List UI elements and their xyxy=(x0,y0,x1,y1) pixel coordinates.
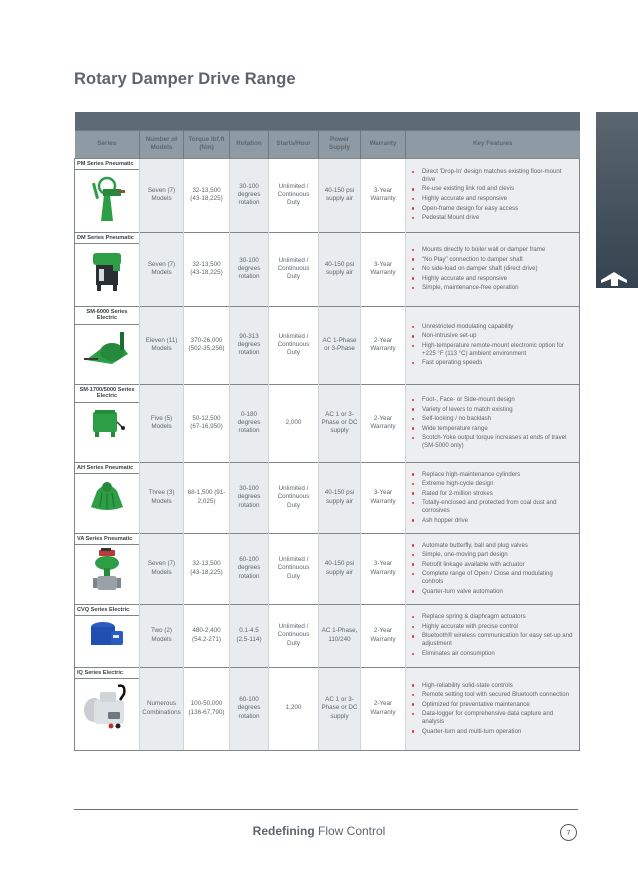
torque-cell: 370-26,000 (502-35,256) xyxy=(184,306,230,384)
column-header-series: Series xyxy=(75,130,140,158)
feature-item: Remote setting tool with secured Bluetooth connection xyxy=(410,691,575,699)
starts-cell: Unlimited / Continuous Duty xyxy=(269,604,319,667)
feature-item: Automate butterfly, ball and plug valves xyxy=(410,542,575,550)
series-name: AH Series Pneumatic xyxy=(75,463,139,475)
rotation-cell: 30-100 degrees rotation xyxy=(230,462,269,533)
feature-item: Re-use existing link rod and clevis xyxy=(410,185,575,193)
feature-item: Rated for 2-million strokes xyxy=(410,490,575,498)
column-header-torque: Torque lbf.ft (Nm) xyxy=(184,130,230,158)
rotary-damper-drive-table xyxy=(74,112,580,751)
table-row xyxy=(75,533,580,604)
feature-item: Bluetooth® wireless communication for easy set-up and adjustment xyxy=(410,632,575,648)
table-row xyxy=(75,232,580,306)
page-number: 7 xyxy=(560,824,577,841)
series-cell xyxy=(75,232,140,306)
feature-item: Simple, one-moving part design xyxy=(410,551,575,559)
features-cell xyxy=(406,306,580,384)
column-header-power: Power Supply xyxy=(319,130,361,158)
series-name: SM-1700/5000 Series Electric xyxy=(75,385,139,404)
torque-cell: 32-13,500 (43-18,225) xyxy=(184,533,230,604)
table-row xyxy=(75,158,580,232)
feature-item: High-temperature remote-mount electronic option for +225 °F (113 °C) ambient environment xyxy=(410,342,575,358)
table-row xyxy=(75,462,580,533)
models-cell: Eleven (11) Models xyxy=(140,306,184,384)
series-cell xyxy=(75,384,140,462)
series-cell xyxy=(75,667,140,750)
starts-cell: Unlimited / Continuous Duty xyxy=(269,462,319,533)
series-cell xyxy=(75,306,140,384)
feature-item: Eliminates air consumption xyxy=(410,650,575,658)
features-cell xyxy=(406,604,580,667)
up-arrow-icon xyxy=(601,270,627,286)
starts-cell: 1,200 xyxy=(269,667,319,750)
table-row xyxy=(75,306,580,384)
table-row xyxy=(75,384,580,462)
series-name: IQ Series Electric xyxy=(75,668,139,680)
rotation-cell: 30-100 degrees rotation xyxy=(230,158,269,232)
starts-cell: Unlimited / Continuous Duty xyxy=(269,306,319,384)
power-cell: AC 1 or 3-Phase or DC supply xyxy=(319,667,361,750)
feature-item: Variety of levers to match existing xyxy=(410,406,575,414)
feature-item: Retrofit linkage available with actuator xyxy=(410,561,575,569)
power-cell: AC 1-Phase or 3-Phase xyxy=(319,306,361,384)
torque-cell: 480-2,400 (54.2-271) xyxy=(184,604,230,667)
table-row xyxy=(75,604,580,667)
power-cell: 40-150 psi supply air xyxy=(319,232,361,306)
torque-cell: 68-1,500 (91-2,025) xyxy=(184,462,230,533)
series-name: CVQ Series Electric xyxy=(75,605,139,617)
warranty-cell: 2-Year Warranty xyxy=(361,306,406,384)
features-cell xyxy=(406,384,580,462)
feature-item: Foot-, Face- or Side-mount design xyxy=(410,396,575,404)
features-cell xyxy=(406,462,580,533)
tagline-bold: Redefining xyxy=(252,824,315,838)
series-name: SM-6000 Series Electric xyxy=(75,307,139,326)
power-cell: 40-150 psi supply air xyxy=(319,462,361,533)
column-header-rotation: Rotation xyxy=(230,130,269,158)
feature-item: Ash hopper drive xyxy=(410,517,575,525)
footer-divider xyxy=(74,809,578,810)
power-cell: AC 1-Phase, 110/240 xyxy=(319,604,361,667)
product-image xyxy=(75,474,139,516)
models-cell: Numerous Combinations xyxy=(140,667,184,750)
series-cell xyxy=(75,462,140,533)
power-cell: 40-150 psi supply air xyxy=(319,533,361,604)
product-image xyxy=(75,616,139,654)
torque-cell: 50-12,500 (67-16,950) xyxy=(184,384,230,462)
tagline-rest: Flow Control xyxy=(314,824,386,838)
table-row xyxy=(75,667,580,750)
series-cell xyxy=(75,604,140,667)
table-caption: Rotary Damper Drive Range xyxy=(75,112,580,130)
feature-item: High-reliability solid-state controls xyxy=(410,682,575,690)
feature-item: Wide temperature range xyxy=(410,425,575,433)
feature-item: Replace spring & diaphragm actuators xyxy=(410,613,575,621)
feature-item: Totally-enclosed and protected from coal dust and corrosives xyxy=(410,499,575,515)
models-cell: Two (2) Models xyxy=(140,604,184,667)
rotation-cell: 60-100 degrees rotation xyxy=(230,533,269,604)
features-cell xyxy=(406,232,580,306)
torque-cell: 100-50,000 (136-67,790) xyxy=(184,667,230,750)
power-cell: AC 1 or 3-Phase or DC supply xyxy=(319,384,361,462)
feature-item: Highly accurate and responsive xyxy=(410,275,575,283)
starts-cell: Unlimited / Continuous Duty xyxy=(269,158,319,232)
starts-cell: 2,000 xyxy=(269,384,319,462)
rotation-cell: 90-313 degrees rotation xyxy=(230,306,269,384)
warranty-cell: 2-Year Warranty xyxy=(361,667,406,750)
feature-item: Open-frame design for easy access xyxy=(410,205,575,213)
warranty-cell: 2-Year Warranty xyxy=(361,604,406,667)
power-cell: 40-150 psi supply air xyxy=(319,158,361,232)
rotation-cell: 0.1-4.5 (2.5-114) xyxy=(230,604,269,667)
feature-item: Replace high-maintenance cylinders xyxy=(410,471,575,479)
models-cell: Seven (7) Models xyxy=(140,232,184,306)
feature-item: Direct 'Drop-In' design matches existing floor-mount drive xyxy=(410,168,575,184)
footer-tagline xyxy=(0,824,638,838)
feature-item: Pedestal Mount drive xyxy=(410,214,575,222)
feature-item: Extreme high-cycle design xyxy=(410,480,575,488)
models-cell: Five (5) Models xyxy=(140,384,184,462)
series-cell xyxy=(75,158,140,232)
models-cell: Seven (7) Models xyxy=(140,158,184,232)
series-name: VA Series Pneumatic xyxy=(75,534,139,546)
product-image xyxy=(75,679,139,737)
section-side-tab xyxy=(596,112,638,288)
models-cell: Three (3) Models xyxy=(140,462,184,533)
feature-item: Self-locking / no backlash xyxy=(410,415,575,423)
page-title: Rotary Damper Drive Range xyxy=(74,70,296,88)
product-image xyxy=(75,545,139,601)
feature-item: Fast operating speeds xyxy=(410,359,575,367)
feature-item: Scotch-Yoke output torque increases at ends of travel (SM-5000 only) xyxy=(410,434,575,450)
series-cell xyxy=(75,533,140,604)
features-cell xyxy=(406,533,580,604)
feature-item: No side-load on damper shaft (direct drive) xyxy=(410,265,575,273)
rotation-cell: 60-100 degrees rotation xyxy=(230,667,269,750)
models-cell: Seven (7) Models xyxy=(140,533,184,604)
feature-item: Highly accurate and responsive xyxy=(410,195,575,203)
torque-cell: 32-13,500 (43-18,225) xyxy=(184,232,230,306)
series-name: DM Series Pneumatic xyxy=(75,233,139,245)
column-header-warranty: Warranty xyxy=(361,130,406,158)
feature-item: Data-logger for comprehensive data capture and analysis xyxy=(410,710,575,726)
rotation-cell: 0-180 degrees rotation xyxy=(230,384,269,462)
feature-item: Simple, maintenance-free operation xyxy=(410,284,575,292)
column-header-features: Key Features xyxy=(406,130,580,158)
feature-item: Quarter-turn valve automation xyxy=(410,588,575,596)
warranty-cell: 3-Year Warranty xyxy=(361,232,406,306)
starts-cell: Unlimited / Continuous Duty xyxy=(269,232,319,306)
features-cell xyxy=(406,158,580,232)
feature-item: Unrestricted modulating capability xyxy=(410,323,575,331)
column-header-starts: Starts/Hour xyxy=(269,130,319,158)
product-image xyxy=(75,244,139,296)
feature-item: Mounts directly to boiler wall or damper frame xyxy=(410,246,575,254)
product-image xyxy=(75,170,139,226)
feature-item: "No Play" connection to damper shaft xyxy=(410,256,575,264)
torque-cell: 32-13,500 (43-18,225) xyxy=(184,158,230,232)
features-cell xyxy=(406,667,580,750)
feature-item: Optimized for preventative maintenance xyxy=(410,701,575,709)
series-name: PM Series Pneumatic xyxy=(75,159,139,171)
warranty-cell: 3-Year Warranty xyxy=(361,462,406,533)
feature-item: Quarter-turn and multi-turn operation xyxy=(410,728,575,736)
product-image xyxy=(75,403,139,445)
product-image xyxy=(75,325,139,371)
feature-item: Highly accurate with precise control xyxy=(410,623,575,631)
rotation-cell: 30-100 degrees rotation xyxy=(230,232,269,306)
column-header-models: Number of Models xyxy=(140,130,184,158)
warranty-cell: 3-Year Warranty xyxy=(361,158,406,232)
starts-cell: Unlimited / Continuous Duty xyxy=(269,533,319,604)
feature-item: Non-intrusive set-up xyxy=(410,332,575,340)
warranty-cell: 2-Year Warranty xyxy=(361,384,406,462)
feature-item: Complete range of Open / Close and modulating controls xyxy=(410,570,575,586)
warranty-cell: 3-Year Warranty xyxy=(361,533,406,604)
